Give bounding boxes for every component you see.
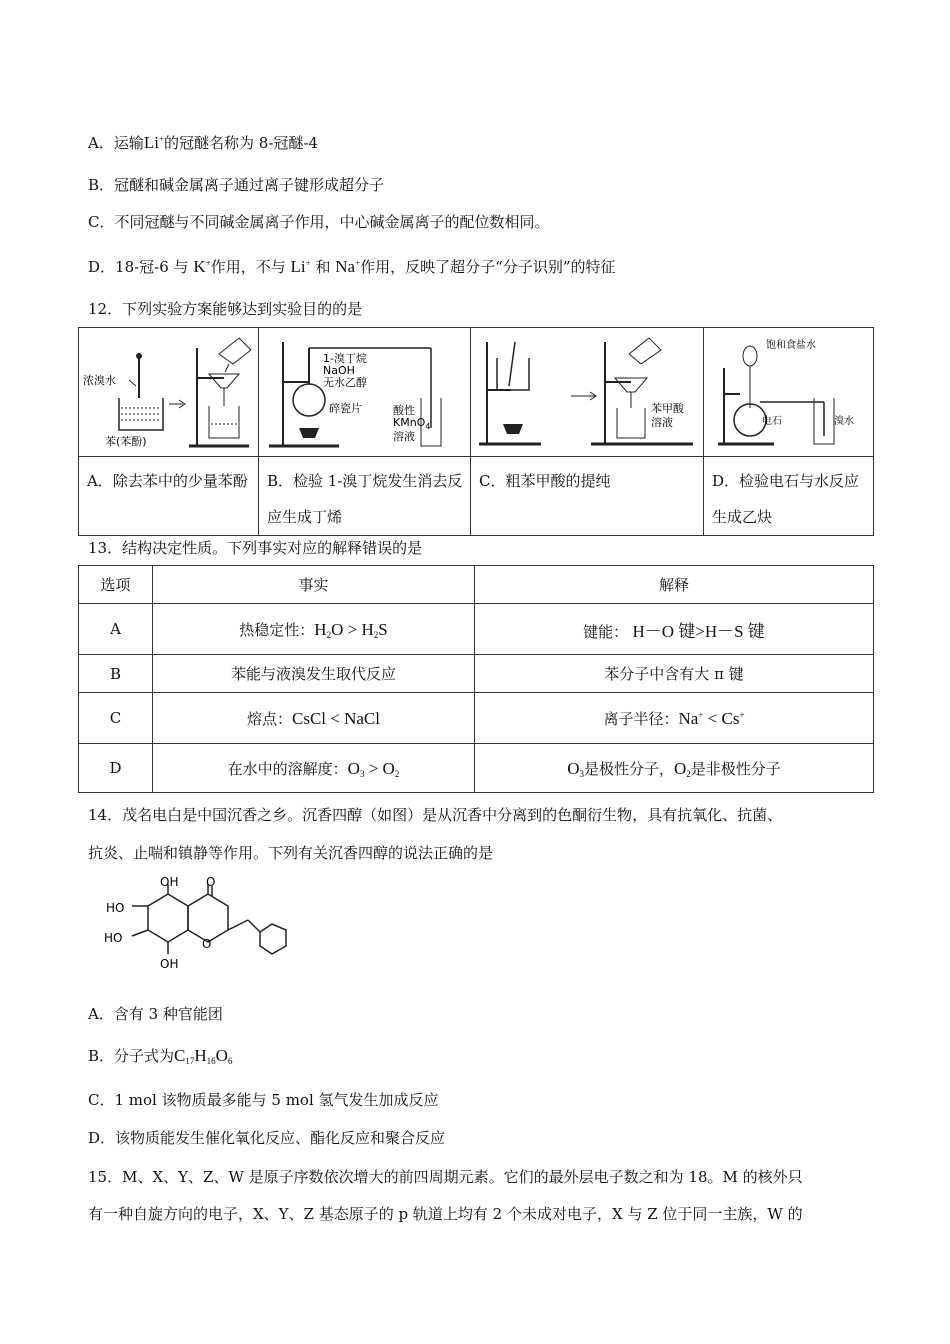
q14-option-a: A．含有 3 种官能团 [88, 1005, 223, 1023]
q15-stem-line2: 有一种自旋方向的电子，X、Y、Z 基态原子的 p 轨道上均有 2 个未成对电子，X 与 Z 位于同一主族，W 的 [88, 1205, 803, 1223]
q15-stem-line1: 15．M、X、Y、Z、W 是原子序数依次增大的前四周期元素。它们的最外层电子数之和为 18。M 的核外只 [88, 1168, 803, 1186]
svg-text:O: O [202, 937, 212, 951]
q14-option-d: D．该物质能发生催化氧化反应、酯化反应和聚合反应 [88, 1129, 446, 1147]
svg-text:饱和食盐水: 饱和食盐水 [766, 340, 816, 351]
q13-header-option: 选项 [79, 566, 153, 604]
q13-row-b-explanation: 苯分子中含有大 π 键 [475, 655, 874, 693]
q13-row-a-option: A [79, 604, 153, 655]
q13-row-c-fact: 熔点：CsCl < NaCl [153, 693, 475, 744]
k-ion: K+ [193, 257, 211, 276]
svg-text:电石: 电石 [762, 416, 782, 427]
q13-row-d-explanation: $O_3$是极性分子，$O_2$是非极性分子 [475, 744, 874, 793]
svg-text:HO: HO [104, 931, 123, 945]
q13-stem: 13．结构决定性质。下列事实对应的解释错误的是 [88, 539, 423, 557]
svg-text:酸性: 酸性 [393, 404, 415, 417]
q13-table [78, 565, 874, 793]
q13-row-b-option: B [79, 655, 153, 693]
molecular-formula: $C_{17}H_{16}O_6$ [174, 1046, 233, 1066]
q12-option-a: A．除去苯中的少量苯酚 [79, 457, 259, 536]
apparatus-d-diagram [704, 328, 872, 452]
q13-row-a-explanation: 键能： H－O 键>H－S 键 [475, 604, 874, 655]
q14-option-c: C．1 mol 该物质最多能与 5 mol 氢气发生加成反应 [88, 1091, 439, 1109]
q13-row-d-option: D [79, 744, 153, 793]
q14-option-b: B．分子式为$C_{17}H_{16}O_6$ [88, 1046, 233, 1066]
apparatus-b-cell [259, 328, 471, 457]
q12-option-c: C．粗苯甲酸的提纯 [471, 457, 704, 536]
q13-row-d-fact: 在水中的溶解度：$O_3 > O_2$ [153, 744, 475, 793]
svg-text:浓溴水: 浓溴水 [83, 374, 116, 387]
q12-option-d: D．检验电石与水反应生成乙炔 [704, 457, 874, 536]
q12-stem: 12．下列实验方案能够达到实验目的的是 [88, 300, 363, 318]
table-row [79, 655, 874, 693]
svg-text:无水乙醇: 无水乙醇 [323, 376, 367, 389]
svg-text:OH: OH [160, 876, 179, 889]
svg-text:1-溴丁烷: 1-溴丁烷 [323, 352, 367, 365]
q11-option-c: C．不同冠醚与不同碱金属离子作用，中心碱金属离子的配位数相同。 [88, 213, 550, 231]
table-row [79, 604, 874, 655]
svg-text:碎瓷片: 碎瓷片 [329, 402, 362, 415]
q11-option-b: B．冠醚和碱金属离子通过离子键形成超分子 [88, 176, 385, 194]
q13-row-c-explanation: 离子半径：Na+ < Cs+ [475, 693, 874, 744]
svg-text:溴水: 溴水 [834, 416, 854, 427]
q12-experiment-table [78, 327, 874, 536]
q12-option-b: B．检验 1-溴丁烷发生消去反应生成丁烯 [259, 457, 471, 536]
q13-row-c-option: C [79, 693, 153, 744]
svg-text:HO: HO [106, 901, 125, 915]
q13-row-a-fact: 热稳定性：$H_2O > H_2S$ [153, 604, 475, 655]
li-ion: Li+ [143, 133, 165, 152]
li-ion-2: Li+ [290, 257, 311, 276]
q13-header-explanation: 解释 [475, 566, 874, 604]
apparatus-a-diagram [79, 328, 257, 452]
svg-text:OH: OH [160, 957, 179, 971]
q11-option-d: D．18-冠-6 与 K+作用，不与 Li+ 和 Na+作用，反映了超分子“分子识别”的特征 [88, 257, 616, 276]
na-ion: Na+ [335, 257, 361, 276]
q11-a-suffix: 的冠醚名称为 8-冠醚-4 [164, 134, 319, 152]
svg-text:溶液: 溶液 [393, 430, 415, 443]
agarotetrol-structure [88, 876, 298, 982]
q14-stem-line2: 抗炎、止喘和镇静等作用。下列有关沉香四醇的说法正确的是 [88, 844, 494, 862]
table-row [79, 744, 874, 793]
q11-a-prefix: A．运输 [88, 134, 144, 152]
q13-header-fact: 事实 [153, 566, 475, 604]
svg-text:苯(苯酚): 苯(苯酚) [105, 435, 147, 448]
svg-text:苯甲酸: 苯甲酸 [651, 402, 684, 415]
svg-text:KMnO4: KMnO$_4$ [393, 416, 431, 431]
svg-text:溶液: 溶液 [651, 416, 673, 429]
apparatus-c-cell [471, 328, 704, 457]
svg-text:O: O [206, 876, 216, 889]
apparatus-a-cell [79, 328, 259, 457]
q14-stem-line1: 14．茂名电白是中国沉香之乡。沉香四醇（如图）是从沉香中分离到的色酮衍生物，具有抗氧化、抗菌、 [88, 806, 783, 824]
apparatus-d-cell [704, 328, 874, 457]
q11-option-a [88, 132, 318, 153]
q13-row-b-fact: 苯能与液溴发生取代反应 [153, 655, 475, 693]
svg-text:NaOH: NaOH [323, 364, 355, 377]
table-row [79, 693, 874, 744]
apparatus-b-diagram [259, 328, 469, 452]
apparatus-c-diagram [471, 328, 703, 452]
